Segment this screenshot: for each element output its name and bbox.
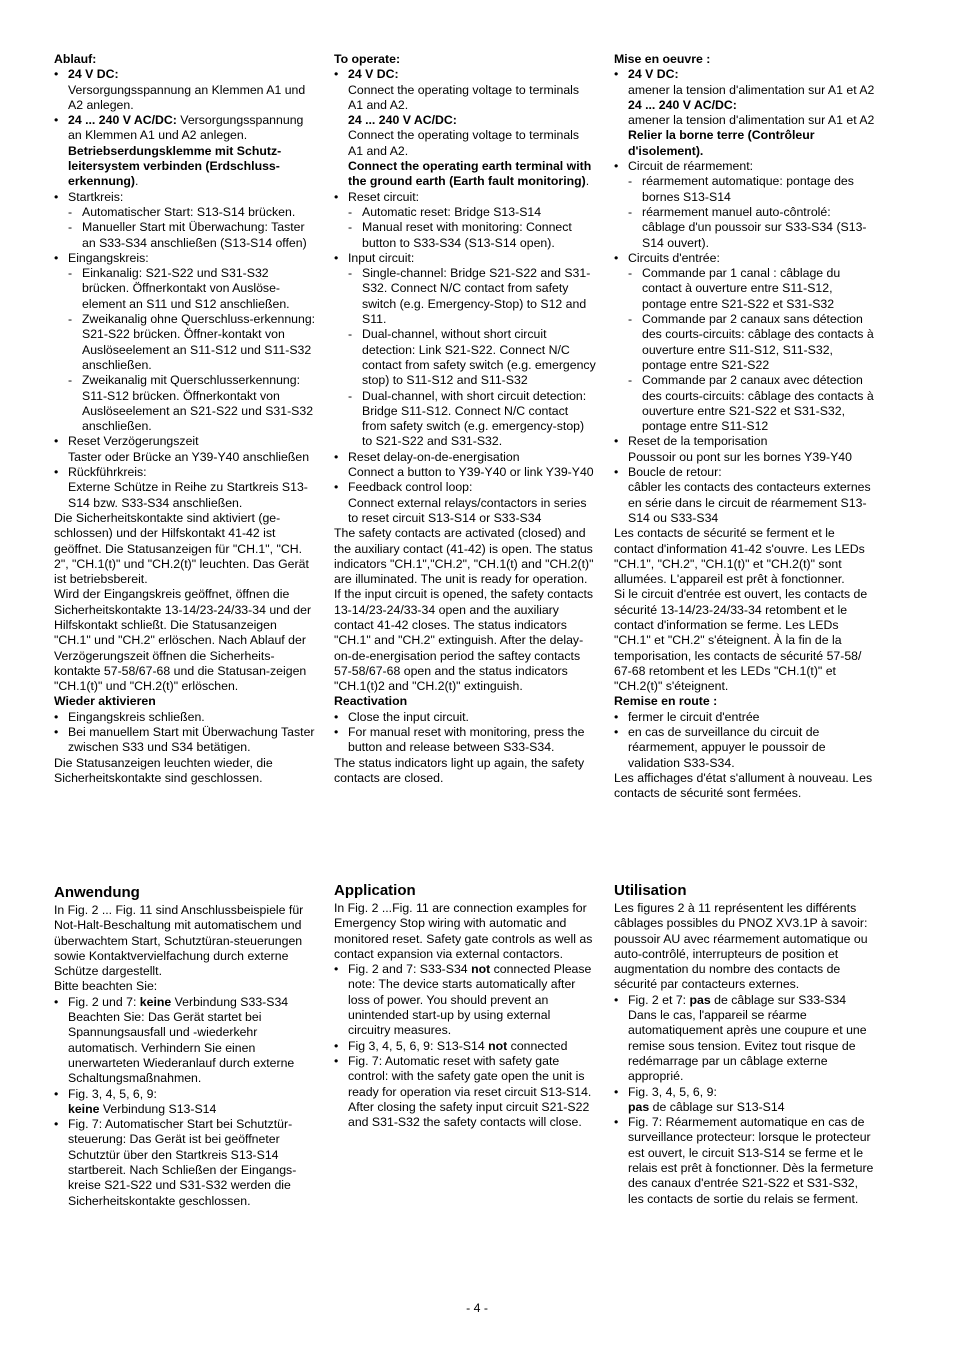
application-body-de	[54, 903, 316, 1209]
dash-item: - Commande par 1 canal : câblage du contact à ouverture entre S11-S12, pontage entre S21-S22 et S31-S32	[614, 266, 876, 312]
indented-text: keine Verbindung S13-S14	[68, 1101, 217, 1116]
paragraph: Bitte beachten Sie:	[54, 979, 158, 994]
dash-item: - Zweikanalig ohne Querschluss-erkennung: S21-S22 brücken. Öffner-kontakt von Auslöseelement an S11-S12 und S11-S32 anschließen.	[54, 312, 316, 373]
paragraph: Reactivation	[334, 694, 408, 709]
bullet-item: • Boucle de retour:	[614, 465, 876, 480]
section-heading-utilisation: Utilisation	[614, 882, 687, 899]
bullet-item: • Fig. 7: Automatischer Start bei Schutztür-steuerung: Das Gerät ist bei geöffneter Schutztür über den Startkreis S13-S14 startbereit. Nach Schließen der Eingangs-kreise S21-S22 und S31-S32 werden die Sicherheitskontakte geschlossen.	[54, 1117, 316, 1209]
bullet-item: • fermer le circuit d'entrée	[614, 710, 876, 725]
indented-text: Poussoir ou pont sur les bornes Y39-Y40	[628, 449, 852, 464]
indented-text: 24 ... 240 V AC/DC:	[348, 113, 457, 128]
paragraph: Remise en route :	[614, 694, 718, 709]
indented-text: Connect the operating voltage to terminals A1 and A2.	[348, 82, 580, 112]
bullet-item: • Circuits d'entrée:	[614, 251, 876, 266]
bullet-item: • For manual reset with monitoring, press the button and release between S33-S34.	[334, 725, 596, 756]
bullet-item: • 24 ... 240 V AC/DC: Versorgungsspannung an Klemmen A1 und A2 anlegen.	[54, 113, 316, 144]
bullet-item: • Circuit de réarmement:	[614, 159, 876, 174]
bullet-item: • Fig. 7: Automatic reset with safety gate control: with the safety gate open the unit is ready for operation via reset circuit S13-S14. After closing the safety input circuit S21-S22 and S31-S32 the safety contacts will close.	[334, 1054, 596, 1130]
section-heading-anwendung: Anwendung	[54, 884, 140, 901]
indented-text: Externe Schütze in Reihe zu Startkreis S13-S14 bzw. S33-S34 anschließen.	[68, 480, 308, 510]
paragraph: To operate:	[334, 52, 401, 66]
bullet-item: • Startkreis:	[54, 190, 316, 205]
paragraph: In Fig. 2 ... Fig. 11 sind Anschlussbeispiele für Not-Halt-Beschaltung mit automatischem und überwachtem Start, Schutztüran-steuerungen sowie Kontaktvervielfachung durch externe Schütze dargestellt.	[54, 903, 304, 979]
paragraph: Les contacts de sécurité se ferment et le contact d'information 41-42 s'ouvre. Les LEDs "CH.1", "CH.2", "CH.1(t)" et "CH.2(t)" sont allumées. L'appareil est prêt à fonctionner.	[614, 526, 865, 587]
indented-text: 24 ... 240 V AC/DC:	[628, 97, 737, 112]
bullet-item: • Input circuit:	[334, 251, 596, 266]
bullet-item: • 24 V DC:	[334, 67, 596, 82]
operation-section-fr	[614, 52, 876, 802]
dash-item: - Automatic reset: Bridge S13-S14	[334, 205, 596, 220]
paragraph: Les figures 2 à 11 représentent les différents câblages possibles du PNOZ XV3.1P à savoir: poussoir AU avec réarmement automatique ou auto-contrôlé, interrupteurs de position et augmentation du nombre des contacts de sécurité par contacteurs externes.	[614, 901, 868, 992]
bullet-item: • Close the input circuit.	[334, 710, 596, 725]
application-section-fr	[614, 882, 876, 1207]
bullet-item: • Eingangskreis schließen.	[54, 710, 316, 725]
application-body-fr	[614, 901, 876, 1207]
bullet-item: • Feedback control loop:	[334, 480, 596, 495]
indented-text: Connect the operating voltage to terminals A1 and A2.	[348, 128, 580, 158]
section-heading-application: Application	[334, 882, 416, 899]
page-number: - 4 -	[466, 1301, 488, 1315]
bullet-item: • Fig. 2 und 7: keine Verbindung S33-S34 Beachten Sie: Das Gerät startet bei Spannungsausfall und -wiederkehr automatisch. Verhindern Sie einen unerwarteten Wiederanlauf durch externe Schaltungsmaßnahmen.	[54, 995, 316, 1087]
dash-item: - Single-channel: Bridge S21-S22 and S31-S32. Connect N/C contact from safety switch (e.g. Emergency-Stop) to S12 and S11.	[334, 266, 596, 327]
paragraph: Les affichages d'état s'allument à nouveau. Les contacts de sécurité sont fermées.	[614, 770, 873, 801]
bullet-item: • Reset circuit:	[334, 190, 596, 205]
indented-text: Betriebserdungsklemme mit Schutz-leitersystem verbinden (Erdschluss-erkennung).	[68, 143, 282, 189]
dash-item: - Commande par 2 canaux sans détection des courts-circuits: câblage des contacts à ouverture entre S11-S12, S11-S32, pontage entre S21-S22	[614, 312, 876, 373]
bullet-item: • Eingangskreis:	[54, 251, 316, 266]
operation-section-de	[54, 52, 316, 786]
indented-text: amener la tension d'alimentation sur A1 et A2	[628, 82, 875, 97]
dash-item: - Manueller Start mit Überwachung: Taster an S33-S34 anschließen (S13-S14 offen)	[54, 220, 316, 251]
bullet-item: • Fig. 2 et 7: pas de câblage sur S33-S34 Dans le cas, l'appareil se réarme automatiquement après une coupure et une remise sous tension. Evitez tout risque de redémarrage par un câblage externe approprié.	[614, 993, 876, 1085]
dash-item: - Einkanalig: S21-S22 und S31-S32 brücken. Öffnerkontakt von Auslöse-element an S11 und S12 anschließen.	[54, 266, 316, 312]
bullet-item: • Fig. 7: Réarmement automatique en cas de surveillance protecteur: lorsque le protecteur est ouvert, le circuit S13-S14 se ferme et le relais est prêt à fonctionner. Dès la fermeture des canaux d'entrée S21-S22 et S31-S32, les contacts de sortie du relais se ferment.	[614, 1115, 876, 1207]
paragraph: The safety contacts are activated (closed) and the auxiliary contact (41-42) is open. The status indicators "CH.1","CH.2", "CH.1(t) and "CH.2(t)" are illuminated. The unit is ready for operation. If the input circuit is opened, the safety contacts 13-14/23-24/33-34 open and the auxiliary contact 41-42 closes. The status indicators "CH.1" and "CH.2" extinguish. After the delay-on-de-energisation period the saftey contacts 57-58/67-68 open and the status indicators "CH.1(t)2 and "CH.2(t)" extinguish.	[334, 526, 594, 694]
indented-text: Connect external relays/contactors in series to reset circuit S13-S14 or S33-S34	[348, 495, 587, 525]
paragraph: Die Sicherheitskontakte sind aktiviert (ge-schlossen) und der Hilfskontakt 41-42 ist geöffnet. Die Statusanzeigen für "CH.1", "CH. 2", "CH.1(t)" und "CH.2(t)" leuchten. Das Gerät ist betriebsbereit.	[54, 510, 309, 587]
bullet-item: • 24 V DC:	[54, 67, 316, 82]
bullet-item: • Rückführkreis:	[54, 465, 316, 480]
bullet-item: • Fig. 2 and 7: S33-S34 not connected Please note: The device starts automatically after loss of power. You should prevent an unintended start-up by using external circuitry measures.	[334, 962, 596, 1038]
paragraph: Wird der Eingangskreis geöffnet, öffnen die Sicherheitskontakte 13-14/23-24/33-34 und der Hilfskontakt schließt. Die Statusanzeigen "CH.1" und "CH.2" erlöschen. Nach Ablauf der Verzögerungszeit öffnen die Sicherheits-kontakte 57-58/67-68 und die Statusan-zeigen "CH.1(t)" und "CH.2(t)" erlöschen.	[54, 587, 312, 694]
indented-text: Connect the operating earth terminal with the ground earth (Earth fault monitoring).	[348, 159, 592, 189]
indented-text: Connect a button to Y39-Y40 or link Y39-Y40	[348, 465, 594, 480]
bullet-item: • Reset de la temporisation	[614, 434, 876, 449]
indented-text: pas de câblage sur S13-S14	[628, 1099, 785, 1114]
dash-item: - Dual-channel, without short circuit detection: Link S21-S22. Connect N/C contact from safety switch (e.g. emergency stop) to S11-S12 and S11-S32	[334, 327, 596, 388]
application-section-en	[334, 882, 596, 1130]
bullet-item: • 24 V DC:	[614, 67, 876, 82]
bullet-item: • Fig. 3, 4, 5, 6, 9:	[614, 1085, 876, 1100]
operation-section-en	[334, 52, 596, 786]
dash-item: - Manual reset with monitoring: Connect button to S33-S34 (S13-S14 open).	[334, 220, 596, 251]
paragraph: Wieder aktivieren	[54, 694, 156, 709]
dash-item: - Automatischer Start: S13-S14 brücken.	[54, 205, 316, 220]
paragraph: In Fig. 2 ...Fig. 11 are connection examples for Emergency Stop wiring with automatic and monitored reset. Safety gate controls as well as contact expansion via external contactors.	[334, 901, 593, 961]
paragraph: Mise en oeuvre :	[614, 52, 711, 66]
indented-text: amener la tension d'alimentation sur A1 et A2	[628, 113, 875, 128]
indented-text: Taster oder Brücke an Y39-Y40 anschließen	[68, 449, 310, 464]
paragraph: The status indicators light up again, the safety contacts are closed.	[334, 755, 585, 785]
dash-item: - Commande par 2 canaux avec détection des courts-circuits: câblage des contacts à ouverture entre S21-S22 et S31-S32, pontage entre S11-S12	[614, 373, 876, 434]
bullet-item: • Reset delay-on-de-energisation	[334, 450, 596, 465]
bullet-item: • Fig 3, 4, 5, 6, 9: S13-S14 not connected	[334, 1039, 596, 1054]
application-section-de	[54, 884, 316, 1209]
dash-item: - Dual-channel, with short circuit detection: Bridge S11-S12. Connect N/C contact from safety switch (e.g. emergency-stop) to S21-S22 and S31-S32.	[334, 389, 596, 450]
dash-item: - Zweikanalig mit Querschlusserkennung: S11-S12 brücken. Öffnerkontakt von Auslöseelement an S21-S22 und S31-S32 anschließen.	[54, 373, 316, 434]
application-body-en	[334, 901, 596, 1130]
dash-item: - réarmement automatique: pontage des bornes S13-S14	[614, 174, 876, 205]
bullet-item: • Reset Verzögerungszeit	[54, 434, 316, 449]
paragraph: Si le circuit d'entrée est ouvert, les contacts de sécurité 13-14/23-24/33-34 retombent et le contact d'information se ferme. Les LEDs "CH.1" et "CH.2" s'éteignent. À la fin de la temporisation, les contacts de sécurité 57-58/ 67-68 retombent et les LEDs "CH.1(t)" et "CH.2(t)" s'éteignent.	[614, 587, 868, 694]
indented-text: câbler les contacts des contacteurs externes en série dans le circuit de réarmement S13-S14 ou S33-S34	[628, 480, 871, 525]
paragraph: Die Statusanzeigen leuchten wieder, die Sicherheitskontakte sind geschlossen.	[54, 755, 273, 785]
indented-text: Versorgungsspannung an Klemmen A1 und A2 anlegen.	[68, 82, 306, 112]
indented-text: Relier la borne terre (Contrôleur d'isolement).	[628, 128, 815, 158]
paragraph: Ablauf:	[54, 52, 97, 66]
bullet-item: • en cas de surveillance du circuit de réarmement, appuyer le poussoir de validation S33-S34.	[614, 725, 876, 771]
dash-item: - réarmement manuel auto-côntrolé: câblage d'un poussoir sur S33-S34 (S13-S14 ouvert).	[614, 205, 876, 251]
bullet-item: • Fig. 3, 4, 5, 6, 9:	[54, 1087, 316, 1102]
bullet-item: • Bei manuellem Start mit Überwachung Taster zwischen S33 und S34 betätigen.	[54, 725, 316, 756]
